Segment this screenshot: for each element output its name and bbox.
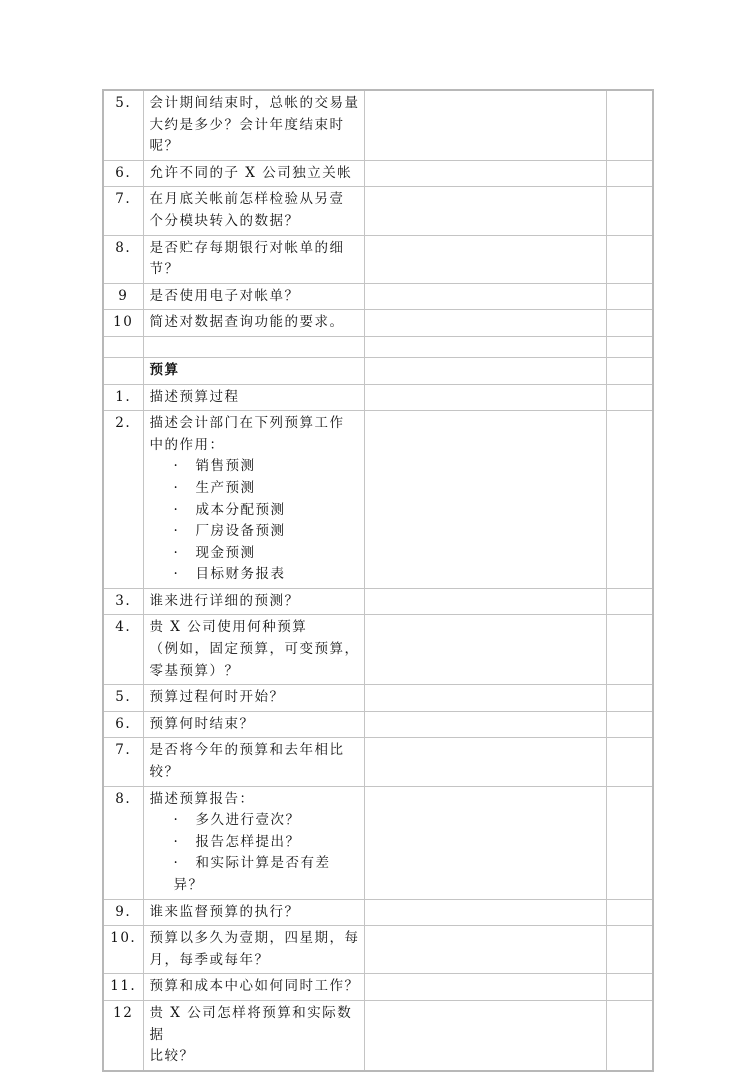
question-text [143,160,364,187]
row-number: 1. [103,384,143,411]
answer-cell[interactable] [364,411,606,589]
answer-cell[interactable] [364,926,606,974]
answer-cell[interactable] [364,588,606,615]
answer-cell[interactable] [364,187,606,235]
bullet-item [150,478,360,500]
remarks-cell[interactable] [606,711,653,738]
answer-cell[interactable] [364,384,606,411]
row-number: 2. [103,411,143,589]
bullet-text: 多久进行壹次？ [195,812,301,829]
answer-cell[interactable] [364,738,606,786]
question-text [143,974,364,1001]
bullet-item [150,456,360,478]
remarks-cell[interactable] [606,588,653,615]
question-line: 允许不同的子 X 公司独立关帐 [149,164,353,181]
question-text [143,283,364,310]
question-line: 简述对数据查询功能的要求。 [149,314,345,331]
question-line: 大约是多少？会计年度结束时 [149,116,345,133]
question-line: 较？ [149,764,180,781]
question-text [143,926,364,974]
remarks-cell[interactable] [606,235,653,283]
question-text [143,235,364,283]
question-line: 是否将今年的预算和去年相比 [149,742,345,759]
questionnaire-table [102,89,654,1072]
bullet-dot-icon: · [173,855,180,872]
table-row [103,711,653,738]
question-text [143,685,364,712]
question-text [143,336,364,357]
bullet-text: 和实际计算是否有差异？ [173,855,331,893]
answer-cell[interactable] [364,283,606,310]
question-text [143,187,364,235]
row-number: 5. [103,685,143,712]
bullet-dot-icon: · [173,501,180,518]
remarks-cell[interactable] [606,899,653,926]
bullet-dot-icon: · [173,812,180,829]
table-row [103,926,653,974]
question-line: （例如，固定预算，可变预算， [149,641,360,658]
question-line: 节？ [149,261,180,278]
question-line: 谁来进行详细的预测？ [149,592,300,609]
table-row [103,411,653,589]
row-number: 12 [103,1000,143,1070]
question-line: 描述预算过程 [149,388,240,405]
question-text [143,899,364,926]
remarks-cell[interactable] [606,786,653,899]
row-number: 10. [103,926,143,974]
answer-cell[interactable] [364,336,606,357]
row-number [103,336,143,357]
table-row [103,187,653,235]
table-row [103,310,653,337]
table-row [103,899,653,926]
remarks-cell[interactable] [606,283,653,310]
question-line: 月，每季或每年？ [149,951,270,968]
question-text [143,786,364,899]
row-number: 6. [103,711,143,738]
answer-cell[interactable] [364,974,606,1001]
row-number: 10 [103,310,143,337]
question-text [143,615,364,685]
bullet-item [150,832,360,854]
answer-cell[interactable] [364,615,606,685]
remarks-cell[interactable] [606,90,653,160]
table-row [103,974,653,1001]
bullet-dot-icon: · [173,544,180,561]
remarks-cell[interactable] [606,160,653,187]
remarks-cell[interactable] [606,357,653,384]
row-number: 6. [103,160,143,187]
table-row [103,336,653,357]
table-row [103,786,653,899]
bullet-dot-icon: · [173,479,180,496]
question-line: 预算过程何时开始？ [149,689,285,706]
question-line: 零基预算）？ [149,662,240,679]
row-number: 8. [103,235,143,283]
row-number: 9 [103,283,143,310]
table-row [103,1000,653,1070]
table-row [103,90,653,160]
answer-cell[interactable] [364,711,606,738]
question-line: 在月底关帐前怎样检验从另壹 [149,191,345,208]
bullet-text: 现金预测 [195,544,256,561]
table-row [103,160,653,187]
row-number: 9. [103,899,143,926]
bullet-item [150,543,360,565]
question-line: 呢？ [149,138,180,155]
remarks-cell[interactable] [606,615,653,685]
question-text [143,384,364,411]
bullet-item [150,810,360,832]
bullet-dot-icon: · [173,566,180,583]
table-row [103,588,653,615]
question-line: 预算和成本中心如何同时工作？ [149,978,360,995]
table-row [103,283,653,310]
table-row [103,738,653,786]
questionnaire-body [103,90,653,1071]
question-text [143,1000,364,1070]
remarks-cell[interactable] [606,336,653,357]
remarks-cell[interactable] [606,685,653,712]
question-line: 比较？ [149,1048,195,1065]
row-number: 3. [103,588,143,615]
answer-cell[interactable] [364,685,606,712]
question-line: 贵 X 公司怎样将预算和实际数据 [149,1004,353,1043]
table-row [103,615,653,685]
question-text [143,588,364,615]
table-row [103,357,653,384]
question-line: 预算以多久为壹期，四星期，每 [149,930,360,947]
bullet-text: 成本分配预测 [195,501,286,518]
table-row [103,384,653,411]
row-number: 8. [103,786,143,899]
remarks-cell[interactable] [606,1000,653,1070]
answer-cell[interactable] [364,235,606,283]
bullet-text: 厂房设备预测 [195,523,286,540]
row-number [103,357,143,384]
row-number: 4. [103,615,143,685]
question-line: 会计期间结束时，总帐的交易量 [149,95,360,111]
question-text [143,711,364,738]
question-text [143,310,364,337]
question-text [143,738,364,786]
bullet-item [150,564,360,586]
bullet-dot-icon: · [173,458,180,475]
answer-cell[interactable] [364,786,606,899]
bullet-item [150,500,360,522]
bullet-text: 销售预测 [195,458,256,475]
table-row [103,685,653,712]
question-line: 描述预算报告： [149,790,255,807]
bullet-dot-icon: · [173,833,180,850]
question-line: 谁来监督预算的执行？ [149,903,300,920]
bullet-text: 报告怎样提出？ [195,833,301,850]
table-row [103,235,653,283]
remarks-cell[interactable] [606,310,653,337]
question-text [143,411,364,589]
answer-cell[interactable] [364,357,606,384]
remarks-cell[interactable] [606,974,653,1001]
question-line: 贵 X 公司使用何种预算 [149,619,308,636]
question-line: 个分模块转入的数据？ [149,212,300,229]
answer-cell[interactable] [364,310,606,337]
question-line: 预算 [149,361,180,378]
remarks-cell[interactable] [606,738,653,786]
answer-cell[interactable] [364,899,606,926]
section-heading [143,357,364,384]
question-line: 是否使用电子对帐单？ [149,287,300,304]
remarks-cell[interactable] [606,926,653,974]
bullet-item [150,521,360,543]
answer-cell[interactable] [364,160,606,187]
row-number: 7. [103,738,143,786]
remarks-cell[interactable] [606,411,653,589]
question-line: 中的作用： [149,436,225,453]
bullet-dot-icon: · [173,523,180,540]
bullet-text: 目标财务报表 [195,566,286,583]
remarks-cell[interactable] [606,187,653,235]
question-line: 预算何时结束？ [149,715,255,732]
remarks-cell[interactable] [606,384,653,411]
row-number: 11. [103,974,143,1001]
question-line: 是否贮存每期银行对帐单的细 [149,239,345,256]
row-number: 7. [103,187,143,235]
answer-cell[interactable] [364,90,606,160]
bullet-item [150,853,360,896]
answer-cell[interactable] [364,1000,606,1070]
bullet-text: 生产预测 [195,479,256,496]
row-number: 5. [103,90,143,160]
question-line: 描述会计部门在下列预算工作 [149,415,345,432]
question-text [143,90,364,160]
